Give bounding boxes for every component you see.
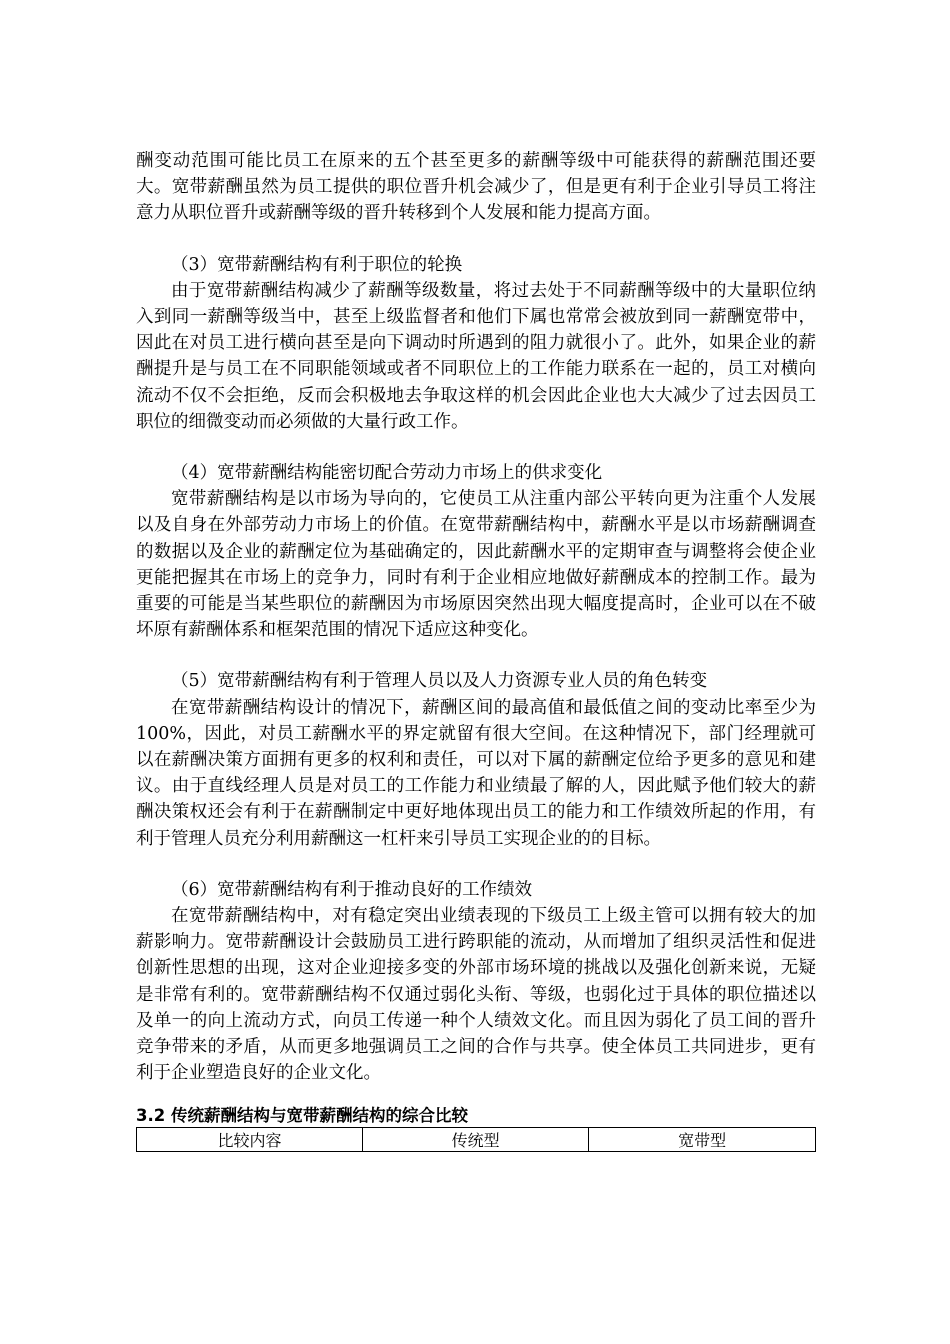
section-heading-4: （4）宽带薪酬结构能密切配合劳动力市场上的供求变化: [171, 463, 603, 484]
comparison-table: [136, 1127, 816, 1152]
table-header-row: [137, 1127, 816, 1151]
section-body-4: 宽带薪酬结构是以市场为导向的，它使员工从注重内部公平转向更为注重个人发展以及自身在外部劳动力市场上的价值。在宽带薪酬结构中，薪酬水平是以市场薪酬调查的数据以及企业的薪酬定位为基础确定的，因此薪酬水平的定期审查与调整将会使企业更能把握其在市场上的竞争力，同时有利于企业相应地做好薪酬成本的控制工作。最为重要的可能是当某些职位的薪酬因为市场原因突然出现大幅度提高时，企业可以在不破坏原有薪酬体系和框架范围的情况下适应这种变化。: [136, 489, 816, 641]
table-header-cell: 传统型: [363, 1127, 589, 1151]
section-heading-5: （5）宽带薪酬结构有利于管理人员以及人力资源专业人员的角色转变: [171, 671, 708, 692]
section-body-3: 由于宽带薪酬结构减少了薪酬等级数量，将过去处于不同薪酬等级中的大量职位纳入到同一薪酬等级当中，甚至上级监督者和他们下属也常常会被放到同一薪酬宽带中，因此在对员工进行横向甚至是向下调动时所遇到的阻力就很小了。此外，如果企业的薪酬提升是与员工在不同职能领域或者不同职位上的工作能力联系在一起的，员工对横向流动不仅不会拒绝，反而会积极地去争取这样的机会因此企业也大大减少了过去因员工职位的细微变动而必须做的大量行政工作。: [136, 280, 816, 432]
table-header-cell: 宽带型: [589, 1127, 816, 1151]
intro-paragraph: 酬变动范围可能比员工在原来的五个甚至更多的薪酬等级中可能获得的薪酬范围还要大。宽带薪酬虽然为员工提供的职位晋升机会减少了，但是更有利于企业引导员工将注意力从职位晋升或薪酬等级的晋升转移到个人发展和能力提高方面。: [136, 151, 816, 224]
document-page: [136, 148, 816, 1152]
table-header-cell: 比较内容: [137, 1127, 363, 1151]
section-body-6: 在宽带薪酬结构中，对有稳定突出业绩表现的下级员工上级主管可以拥有较大的加薪影响力。宽带薪酬设计会鼓励员工进行跨职能的流动，从而增加了组织灵活性和促进创新性思想的出现，这对企业迎接多变的外部市场环境的挑战以及强化创新来说，无疑是非常有利的。宽带薪酬结构不仅通过弱化头衔、等级，也弱化过于具体的职位描述以及单一的向上流动方式，向员工传递一种个人绩效文化。而且因为弱化了员工间的晋升竞争带来的矛盾，从而更多地强调员工之间的合作与共享。使全体员工共同进步，更有利于企业塑造良好的企业文化。: [136, 906, 816, 1084]
section-heading-6: （6）宽带薪酬结构有利于推动良好的工作绩效: [171, 879, 533, 900]
comparison-section-title: 3.2 传统薪酬结构与宽带薪酬结构的综合比较: [136, 1105, 468, 1125]
section-heading-3: （3）宽带薪酬结构有利于职位的轮换: [171, 254, 463, 275]
section-body-5: 在宽带薪酬结构设计的情况下，薪酬区间的最高值和最低值之间的变动比率至少为100%，因此，对员工薪酬水平的界定就留有很大空间。在这种情况下，部门经理就可以在薪酬决策方面拥有更多的权利和责任，可以对下属的薪酬定位给予更多的意见和建议。由于直线经理人员是对员工的工作能力和业绩最了解的人，因此赋予他们较大的薪酬决策权还会有利于在薪酬制定中更好地体现出员工的能力和工作绩效所起的作用，有利于管理人员充分利用薪酬这一杠杆来引导员工实现企业的的目标。: [136, 697, 816, 849]
